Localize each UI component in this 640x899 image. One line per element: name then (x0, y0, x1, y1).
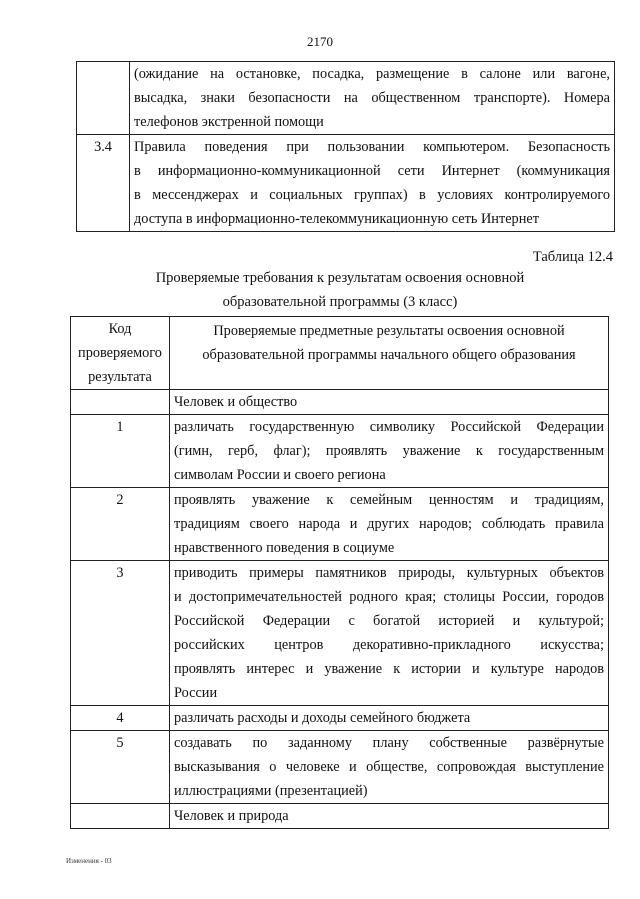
row-text (170, 488, 609, 561)
row-text (130, 62, 615, 135)
header-code-line: Код (108, 321, 132, 337)
section-code-cell (71, 390, 170, 415)
row-text-line: символам России и своего региона (174, 467, 386, 483)
table-row (71, 731, 609, 804)
row-text-line: России (174, 685, 218, 701)
row-text-line: (гимн, герб, флаг); проявлять уважение к государственным (174, 443, 604, 459)
row-text-line: различать государственную символику Российской Федерации (174, 419, 604, 435)
row-code (77, 62, 130, 135)
row-text-line: телефонов экстренной помощи (134, 114, 324, 130)
row-text (170, 731, 609, 804)
row-text (170, 561, 609, 706)
row-text (170, 415, 609, 488)
table-row (71, 415, 609, 488)
row-text-line: проявлять уважение к семейным ценностям и традициям, (174, 492, 604, 508)
row-text-line: российских центров декоративно-прикладного искусства; (174, 637, 604, 653)
header-code-line: результата (88, 369, 152, 385)
header-code-line: проверяемого (78, 345, 162, 361)
row-text-line: высказывания о человеке и обществе, сопровождая выступление (174, 759, 604, 775)
section-row (71, 390, 609, 415)
table-results (70, 316, 609, 829)
section-title: Человек и общество (170, 390, 609, 415)
row-text-line: высадка, знаки безопасности на общественном транспорте). Номера (134, 90, 610, 106)
row-text (170, 706, 609, 731)
row-text-line: Российской Федерации с богатой историей и культурой; (174, 613, 604, 629)
table-results-body (71, 317, 609, 829)
row-text-line: приводить примеры памятников природы, культурных объектов (174, 565, 604, 581)
row-text-line: доступа в информационно-телекоммуникационную сеть Интернет (134, 211, 539, 227)
row-text-line: нравственного поведения в социуме (174, 540, 395, 556)
row-text-line: в информационно-коммуникационной сети Интернет (коммуникация (134, 163, 610, 179)
row-text-line: Правила поведения при пользовании компьютером. Безопасность (134, 139, 610, 155)
section-code-cell (71, 804, 170, 829)
row-code: 3.4 (77, 135, 130, 232)
table-caption-line-1: Проверяемые требования к результатам освоения основной (155, 270, 525, 286)
header-code-cell (71, 317, 170, 390)
row-text-line: традициям своего народа и других народов; соблюдать правила (174, 516, 604, 532)
table-row (71, 488, 609, 561)
table-top-continuation (76, 61, 615, 232)
header-results-cell (170, 317, 609, 390)
table-row (71, 561, 609, 706)
table-top-body (77, 62, 615, 232)
table-row (71, 706, 609, 731)
section-title: Человек и природа (170, 804, 609, 829)
header-results-line: образовательной программы начального общего образования (202, 347, 576, 363)
row-text-line: (ожидание на остановке, посадка, размещение в салоне или вагоне, (134, 66, 610, 82)
row-code: 3 (71, 561, 170, 706)
row-code: 4 (71, 706, 170, 731)
row-text-line: иллюстрациями (презентацией) (174, 783, 368, 799)
row-text-line: проявлять интерес и уважение к истории и культуре народов (174, 661, 604, 677)
row-text-line: в мессенджерах и социальных группах) в условиях контролируемого (134, 187, 610, 203)
row-text-line: создавать по заданному плану собственные развёрнутые (174, 735, 604, 751)
table-caption-line-2: образовательной программы (3 класс) (222, 294, 458, 310)
section-row (71, 804, 609, 829)
row-code: 1 (71, 415, 170, 488)
row-code: 2 (71, 488, 170, 561)
row-text-line: и достопримечательностей родного края; столицы России, городов (174, 589, 604, 605)
row-code: 5 (71, 731, 170, 804)
row-text (130, 135, 615, 232)
row-text-line: различать расходы и доходы семейного бюджета (174, 710, 471, 726)
page-number: 2170 (307, 34, 333, 49)
table-row (77, 135, 615, 232)
footer-note: Изменения - 03 (66, 857, 112, 865)
header-results-line: Проверяемые предметные результаты освоения основной (213, 323, 565, 339)
table-header-row (71, 317, 609, 390)
table-row (77, 62, 615, 135)
table-label: Таблица 12.4 (532, 249, 613, 265)
